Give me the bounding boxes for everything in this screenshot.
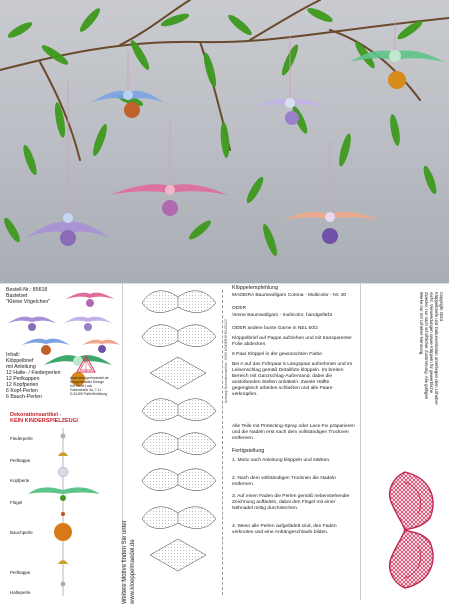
recommend-p5: Bei A auf das Führpaar 5 Längspaar aufnehmen und im Leinenschlag gemäß Detailfoto klöppeln. Im breiten Bereich mit Ganzschlag-Außenrand, dabei die anstoßenden Stellen anhäkeln. Zweite Hälfte gegengleich arbeiten schließen und alle Paare verknüpfen. [232, 362, 353, 397]
more-motifs-line-2: www.kloeppelmaedel.de [130, 539, 136, 604]
logo-line-3: Inh. Bertit Luck [70, 384, 92, 388]
diagram-label-5: Bauchperle [10, 530, 33, 535]
diagram-label-7: Halteperle [10, 590, 31, 595]
hanging-angels-photo [0, 0, 449, 283]
kit-label: Bastelset [6, 293, 28, 299]
contents-line-6: 6 Kopf-Perlen [6, 388, 38, 394]
copyright-line-2: Klöppelbriefe und Dokumentation unterliegen dem Urheber- [434, 292, 439, 406]
finish-step-1: 1. Motiv nach Anleitung klöppeln und stärken. [232, 458, 331, 463]
recommend-p4: 6 Paar Klöppel in der gewünschten Farbe [232, 352, 322, 357]
more-motifs-line-1: Weitere Motive finden Sie unter [122, 520, 128, 604]
vertical-warning-note: Achtung! Dekorationsartikel - KEIN KINDERSPIELZEUG! [224, 319, 228, 404]
diagram-label-2: Perlkappe [10, 458, 31, 463]
recommend-p2: Venne Baumwollgarn - multicolor, handgefärbt [232, 313, 333, 318]
copyright-line-4: Zwecke, nur nach schriftlicher Zustimmung. Alle gültigen [424, 292, 429, 400]
copyright-line-1: Copyright 2024 [439, 292, 444, 322]
diagram-label-3: Kopfperle [10, 478, 30, 483]
kloeppelmaedel-logo-icon [76, 355, 96, 373]
logo-line-1: www.kloeppelmaedel.de [70, 376, 109, 380]
lace-pattern-column [140, 285, 218, 600]
lace-detail-photo [370, 468, 440, 592]
recommend-or-1: ODER [232, 306, 247, 311]
kit-name: "Kleine Vögelchen" [6, 299, 51, 305]
contents-line-2: mit Anleitung [6, 364, 36, 370]
diagram-label-6: Perlkappe [10, 570, 31, 575]
finish-p1: Alle Teile mit Protecting-Spray oder Lace-Fix präparieren und die Nadeln erst nach dem vollständigen Trocknen entfernen. [232, 424, 355, 441]
recommend-heading: Klöppelempfehlung [232, 285, 279, 291]
copyright-line-3: recht. Verwendungen sowie Klöppeln für gewerbliche [429, 292, 434, 394]
column-divider-2 [360, 283, 361, 600]
logo-line-2: Klöppelmädel Design [70, 380, 104, 384]
contents-heading: Inhalt: [6, 352, 21, 358]
contents-line-4: 12 Perlkappen [6, 376, 40, 382]
finish-step-2: 2. Nach dem vollständigen Trocknen die Nadeln entfernen. [232, 476, 336, 487]
warning-line-1: Dekorationsartikel - [10, 412, 62, 418]
finish-step-4: 4. Wenn alle Perlen aufgefädelt sind, den Faden verknoten und eine Anhängeschlaufe bilden. [232, 524, 337, 535]
contents-line-7: 6 Bauch-Perlen [6, 394, 42, 400]
finish-step-3: 3. Auf einen Faden die Perlen gemäß nebenstehender Zeichnung auffädeln, dabei den Flügel mit einer Nähnadel mittig durchstechen. [232, 494, 350, 511]
diagram-label-1: Fiederperle [10, 436, 33, 441]
contents-line-5: 12 Kopfperlen [6, 382, 39, 388]
order-number: Bestell-Nr.: 85618 [6, 287, 48, 293]
contents-line-1: Klöppelbrief [6, 358, 34, 364]
logo-line-5: D-91459 Fürth/Wolfsburg [70, 392, 107, 396]
recommend-or-2: ODER andere bunte Garne in NEL 60/2 [232, 326, 318, 331]
product-photo [0, 0, 449, 283]
logo-line-4: Gutenstraße 3a, 7-11 [70, 388, 102, 392]
finish-heading: Fertigstellung [232, 448, 265, 454]
diagram-label-4: Flügel [10, 500, 23, 505]
recommend-p1: MADEIRA Baumwollgarn Cotona - Multicolor - Nr. 30 [232, 293, 347, 298]
contents-line-3: 12 Halte- / Fiederperlen [6, 370, 61, 376]
copyright-line-5: Werke nur mit Urheber-Nennung. [419, 292, 424, 356]
warning-line-2: KEIN KINDERSPIELZEUG! [10, 418, 79, 424]
fold-line [222, 290, 223, 595]
recommend-p3: Klöppelbrief auf Pappe aufziehen und mit transparenter Folie abdecken. [232, 336, 352, 347]
